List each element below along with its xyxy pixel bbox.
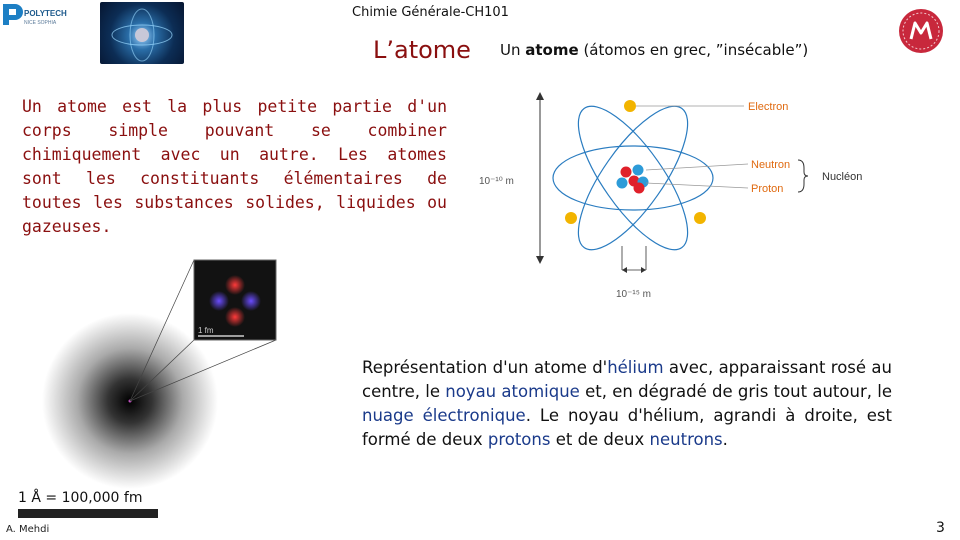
- intro-paragraph: Un atome est la plus petite partie d'un corps simple pouvant se combiner chimiquement avec un autre. Les atomes sont les constituants élémentaires de toutes les substances solides, liquides ou gazeuses.: [22, 97, 447, 236]
- helium-caption: [362, 356, 892, 452]
- atom-definition: [500, 41, 808, 59]
- electron-top: [624, 100, 636, 112]
- nuage-electronique-link[interactable]: nuage électronique: [362, 406, 526, 425]
- protons-link[interactable]: protons: [487, 430, 551, 449]
- helium-scale-bar: [18, 509, 158, 518]
- inset-scale-label: 1 fm: [198, 326, 214, 335]
- electron-bottom-right: [694, 212, 706, 224]
- atom-thumbnail-image: [100, 2, 184, 64]
- nucleus-size-label: 10⁻¹⁵ m: [616, 289, 651, 300]
- caption-part-4: . Le noyau d'hélium, agrandi à droite, est formé de deux: [362, 406, 892, 449]
- university-logo: [898, 8, 944, 54]
- nucleon-label: Nucléon: [822, 171, 863, 183]
- polytech-logo: [0, 2, 92, 28]
- neutron-label: Neutron: [751, 159, 791, 171]
- caption-part-5: et de deux: [550, 430, 650, 449]
- caption-part-3: et, en dégradé de gris tout autour, le: [579, 382, 892, 401]
- page-number: 3: [936, 520, 945, 536]
- definition-bold: atome: [525, 41, 579, 59]
- header-title: Chimie Générale-CH101: [352, 5, 509, 20]
- definition-suffix: (átomos en grec, ”insécable”): [578, 41, 809, 59]
- polytech-subtitle: NICE SOPHIA: [24, 20, 57, 26]
- caption-part-1: Représentation d'un atome d': [362, 358, 608, 377]
- polytech-wordmark: POLYTECH: [24, 9, 67, 18]
- helium-link[interactable]: hélium: [607, 358, 664, 377]
- electron-bottom-left: [565, 212, 577, 224]
- neutrons-link[interactable]: neutrons: [649, 430, 723, 449]
- caption-part-2: avec, apparaissant rosé au centre, le: [362, 358, 892, 401]
- definition-prefix: Un: [500, 41, 526, 59]
- atom-size-label: 10⁻¹⁰ m: [479, 176, 514, 187]
- helium-scale-label: 1 Å = 100,000 fm: [18, 490, 143, 506]
- caption-part-6: .: [722, 430, 728, 449]
- author-name: A. Mehdi: [6, 524, 50, 535]
- noyau-atomique-link[interactable]: noyau atomique: [445, 382, 580, 401]
- electron-label: Electron: [748, 101, 789, 113]
- nucleus-inset: [194, 260, 276, 340]
- atom-diagram: [476, 88, 876, 303]
- slide-title: L’atome: [373, 36, 471, 64]
- nucleus: [617, 165, 649, 194]
- nucleon-brace: [798, 160, 808, 192]
- helium-atom-figure: [18, 258, 280, 520]
- proton-label: Proton: [751, 183, 784, 195]
